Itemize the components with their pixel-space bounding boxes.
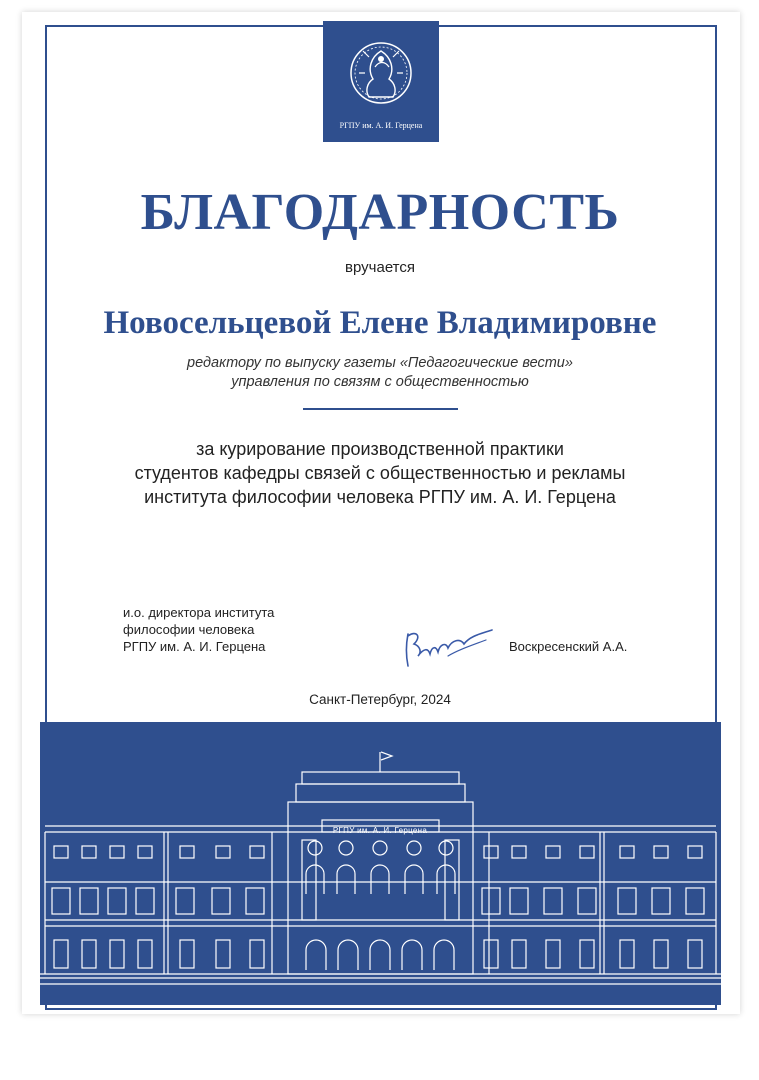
awarded-word: вручается [345,259,415,276]
recipient-name: Новосельцевой Елене Владимировне [103,305,657,341]
reason-line: института философии человека РГПУ им. А. И. Герцена [144,487,616,507]
signer-title-line: философии человека [123,622,255,637]
logo-caption: РГПУ им. А. И. Герцена [339,121,423,130]
university-building-illustration [40,722,721,1005]
certificate-title: БЛАГОДАРНОСТЬ [140,184,620,241]
reason-line: за курирование производственной практики [196,439,564,459]
city-year: Санкт-Петербург, 2024 [309,692,451,707]
reason-line: студентов кафедры связей с общественностью и рекламы [134,463,626,483]
signer-title [123,604,274,655]
signature [400,626,500,676]
building-banner [40,722,721,1005]
signer-name: Воскресенский А.А. [509,639,628,654]
building-label: РГПУ им. А. И. Герцена [332,826,428,835]
position-line: управления по связям с общественностью [231,374,529,390]
award-reason [40,437,720,509]
position-line: редактору по выпуску газеты «Педагогические вести» [187,355,573,371]
divider [303,408,458,410]
signer-title-line: РГПУ им. А. И. Герцена [123,639,266,654]
university-logo [323,21,439,142]
recipient-position [40,354,720,392]
signer-title-line: и.о. директора института [123,605,275,620]
